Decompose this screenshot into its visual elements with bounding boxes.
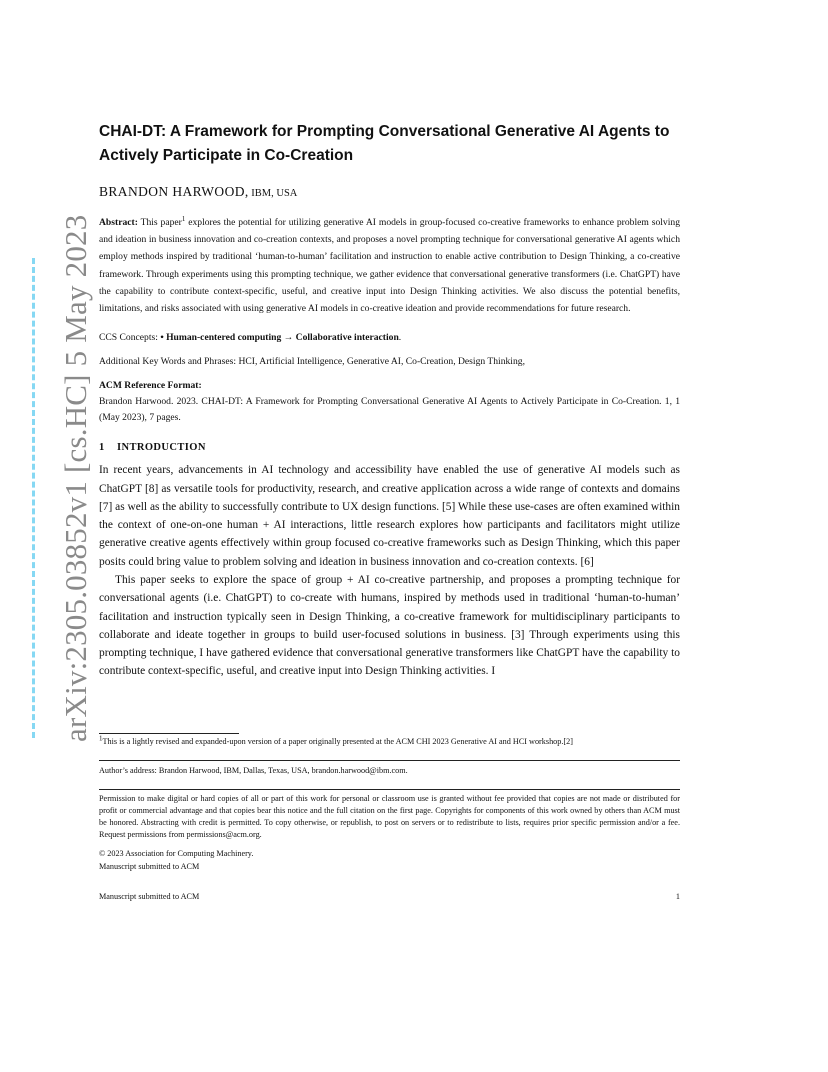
footnote: [99, 736, 680, 748]
address-rule: [99, 760, 680, 761]
section-title: INTRODUCTION: [117, 442, 206, 454]
abstract-label: Abstract:: [99, 217, 138, 228]
author-line: [99, 184, 680, 202]
footer-label: Manuscript submitted to ACM: [99, 892, 200, 901]
footnote-number: 1: [99, 734, 103, 743]
footnote-text: This is a lightly revised and expanded-upon version of a paper originally presented at the ACM CHI 2023 Generative AI and HCI workshop.[2]: [102, 737, 573, 746]
paragraph-1: In recent years, advancements in AI technology and accessibility have enabled the use of generative AI models such as ChatGPT [8] as versatile tools for productivity, research, and creative application across a wide range of contexts and domains [7] as well as the ability to successfully contribute to UX design functions. [5] While these use-cases are often examined within the context of one-on-one human + AI interactions, little research explores how participants and facilitators might utilize generative creative agents effectively within group focused co-creative frameworks such as Design Thinking, which this paper posits could bring value to problem solving and ideation in business innovation and co-creation contexts. [6]: [99, 464, 680, 568]
author-affiliation: IBM, USA: [248, 188, 298, 199]
arxiv-id: arXiv:2305.03852v1 [cs.HC] 5 May 2023: [58, 214, 93, 742]
footnote-rule: [99, 733, 239, 734]
page-number: 1: [675, 892, 680, 901]
keywords: Additional Key Words and Phrases: HCI, Artificial Intelligence, Generative AI, Co-Creation, Design Thinking,: [99, 356, 525, 368]
ccs-label: CCS Concepts:: [99, 332, 161, 344]
reference-heading: ACM Reference Format:: [99, 380, 202, 392]
footnote-marker[interactable]: 1: [181, 214, 186, 223]
title-line-1: CHAI-DT: A Framework for Prompting Conversational Generative AI Agents to: [99, 123, 670, 140]
acm-reference: [99, 378, 680, 426]
section-number: 1: [99, 442, 105, 454]
permission-notice: Permission to make digital or hard copies of all or part of this work for personal or classroom use is granted without fee provided that copies are not made or distributed for profit or commercial advantage and that copies bear this notice and the full citation on the first page. Copyrights for components of this work owned by others than ACM must be honored. Abstracting with credit is permitted. To copy otherwise, or republish, to post on servers or to redistribute to lists, requires prior specific permission and/or a fee. Request permissions from permissions@acm.org.: [99, 794, 680, 839]
title-line-2: Actively Participate in Co-Creation: [99, 147, 354, 164]
copyright-notice: © 2023 Association for Computing Machinery.: [99, 849, 254, 858]
abstract: [99, 214, 680, 317]
author-name: BRANDON HARWOOD,: [99, 184, 249, 199]
page-footer: [99, 892, 680, 901]
ccs-end: .: [398, 332, 402, 344]
arxiv-stamp: [18, 214, 93, 742]
permission-rule: [99, 789, 680, 790]
reference-text: Brandon Harwood. 2023. CHAI-DT: A Framework for Prompting Conversational Generative AI Agents to Actively Participate in Co-Creation. 1, 1 (May 2023), 7 pages.: [99, 396, 680, 424]
ccs-value: • Human-centered computing → Collaborative interaction: [160, 332, 399, 344]
author-address: Author’s address: Brandon Harwood, IBM, Dallas, Texas, USA, brandon.harwood@ibm.com.: [99, 766, 408, 775]
abstract-text-start: This paper: [137, 217, 182, 228]
section-body: [99, 461, 680, 681]
manuscript-note: Manuscript submitted to ACM: [99, 862, 200, 871]
abstract-text: explores the potential for utilizing generative AI models in group-focused co-creative frameworks to enhance problem solving and ideation in business innovation and co-creation contexts, and proposes a novel prompting technique for conversational generative AI agents which employ methods inspired by traditional ‘human-to-human’ facilitation and instruction to enable active contribution to Design Thinking, a co-creative framework. Through experiments using this prompting technique, we gather evidence that conversational generative transformers (i.e. ChatGPT) have the capability to contribute context-specific, useful, and creative input into Design Thinking activities. We also discuss the potential benefits, limitations, and risks associated with using generative AI models in co-creative ideation and provide recommendations for future research.: [99, 217, 680, 315]
ccs-concepts: [99, 331, 680, 345]
paper-title: [99, 120, 680, 168]
section-heading: [99, 442, 680, 453]
paper-page: [99, 120, 680, 681]
paragraph-2: This paper seeks to explore the space of group + AI co-creative partnership, and proposes a prompting technique for conversational agents (i.e. ChatGPT) to co-create with humans, inspired by methods used in traditional ‘human-to-human’ facilitation and instruction typically seen in Design Thinking, a co-creative framework for multidisciplinary participants to collaborate and ideate together in groups to build user-focused solutions in business. [3] Through experiments using this prompting technique, I have gathered evidence that conversational generative transformers like ChatGPT have the capability to contribute context-specific, useful, and creative input into Design Thinking activities. I: [99, 574, 680, 678]
